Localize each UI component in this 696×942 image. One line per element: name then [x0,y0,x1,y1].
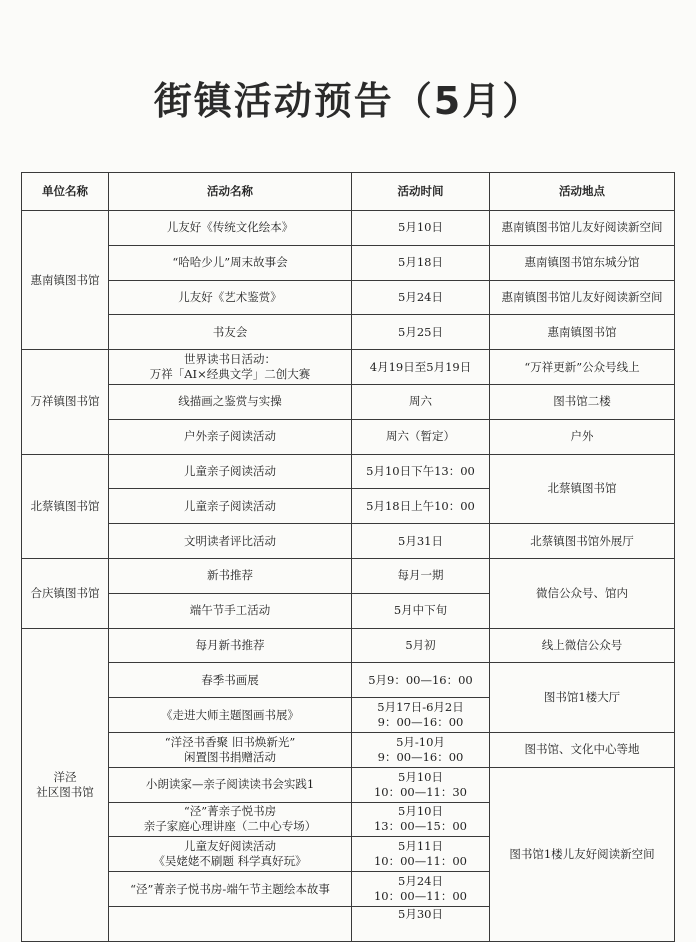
header-place: 活动地点 [490,173,675,211]
place-cell: 惠南镇图书馆东城分馆 [490,245,675,280]
place-cell: 图书馆二楼 [490,384,675,419]
place-cell: 惠南镇图书馆儿友好阅读新空间 [490,211,675,246]
time-cell: 5月24日 [352,280,490,315]
header-activity: 活动名称 [109,173,352,211]
activity-line: 世界读书日活动： [184,352,276,367]
time-line: 5月17日-6月2日 [377,700,464,715]
table-row [22,558,675,593]
table-row [22,350,675,385]
place-cell: 图书馆1楼儿友好阅读新空间 [490,767,675,941]
time-cell: 5月9：00—16：00 [352,663,490,698]
activity-line: 万祥「AI×经典文学」二创大赛 [149,367,311,382]
time-cell: 周六（暂定） [352,419,490,454]
time-cell [352,732,490,767]
activity-cell: 小朗读家—亲子阅读读书会实践1 [109,767,352,802]
activity-cell: 儿童亲子阅读活动 [109,454,352,489]
time-line: 5月10日 [398,769,443,784]
table-row [22,454,675,489]
place-cell: 图书馆、文化中心等地 [490,732,675,767]
time-cell [352,906,490,941]
time-cell: 4月19日至5月19日 [352,350,490,385]
place-cell: 图书馆1楼大厅 [490,663,675,733]
table-row [22,419,675,454]
activity-line: “泾”菁亲子悦书房 [183,804,277,819]
time-line: 5月30日 [398,906,443,921]
table-row [22,280,675,315]
table-row [22,732,675,767]
time-cell: 5月31日 [352,524,490,559]
time-cell [352,837,490,872]
unit-line: 社区图书馆 [36,784,94,799]
time-cell: 5月10日 [352,211,490,246]
activity-line: 闲置图书捐赠活动 [184,749,276,764]
unit-cell: 北蔡镇图书馆 [22,454,109,558]
time-line: 10：00—11：00 [373,854,468,869]
activity-cell: “哈哈少儿”周末故事会 [109,245,352,280]
time-line: 5月24日 [398,874,443,889]
activity-cell: 《走进大师主题图画书展》 [109,698,352,733]
time-cell: 5月18日上午10：00 [352,489,490,524]
page-title: 街镇活动预告（5月） [153,79,543,123]
place-cell: 户外 [490,419,675,454]
place-cell: 惠南镇图书馆儿友好阅读新空间 [490,280,675,315]
activity-line: 儿童友好阅读活动 [184,839,276,854]
table-row [22,767,675,802]
activity-cell: 春季书画展 [109,663,352,698]
table-row [22,524,675,559]
activity-line: 《吴姥姥不刷题 科学真好玩》 [153,854,307,869]
time-cell [352,767,490,802]
time-cell: 5月初 [352,628,490,663]
time-line: 10：00—11：00 [373,889,468,904]
activity-cell: 户外亲子阅读活动 [109,419,352,454]
activity-cell: 儿友好《传统文化绘本》 [109,211,352,246]
place-cell: 北蔡镇图书馆 [490,454,675,524]
time-line: 9：00—16：00 [377,715,464,730]
place-cell: 线上微信公众号 [490,628,675,663]
activity-cell [109,350,352,385]
activity-cell [109,802,352,837]
time-cell: 每月一期 [352,558,490,593]
table-row [22,663,675,698]
activity-table [21,172,675,942]
time-line: 10：00—11：30 [373,784,468,799]
time-cell: 周六 [352,384,490,419]
table-row [22,315,675,350]
table-row [22,211,675,246]
place-cell: 微信公众号、馆内 [490,558,675,628]
time-line: 5月-10月 [396,734,445,749]
activity-line: 亲子家庭心理讲座（二中心专场） [143,819,317,834]
time-cell: 5月18日 [352,245,490,280]
activity-cell: 书友会 [109,315,352,350]
activity-cell: 线描画之鉴赏与实操 [109,384,352,419]
place-cell: 北蔡镇图书馆外展厅 [490,524,675,559]
activity-cell: 新书推荐 [109,558,352,593]
time-cell: 5月25日 [352,315,490,350]
table-row [22,384,675,419]
time-line: 5月11日 [398,839,443,854]
unit-cell: 万祥镇图书馆 [22,350,109,454]
table-row [22,245,675,280]
time-cell: 5月10日下午13：00 [352,454,490,489]
place-cell: 惠南镇图书馆 [490,315,675,350]
unit-cell: 惠南镇图书馆 [22,211,109,350]
table-row [22,628,675,663]
time-cell [352,802,490,837]
header-time: 活动时间 [352,173,490,211]
activity-cell: 文明读者评比活动 [109,524,352,559]
activity-cell: 儿童亲子阅读活动 [109,489,352,524]
time-line: 9：00—16：00 [377,749,464,764]
activity-cell [109,837,352,872]
unit-cell: 合庆镇图书馆 [22,558,109,628]
unit-cell [22,628,109,941]
activity-cell: 端午节手工活动 [109,593,352,628]
activity-cell [109,906,352,941]
time-cell [352,698,490,733]
unit-line: 洋泾 [53,769,77,784]
activity-cell: “泾”菁亲子悦书房-端午节主题绘本故事 [109,872,352,907]
time-cell [352,872,490,907]
activity-cell: 儿友好《艺术鉴赏》 [109,280,352,315]
place-cell: “万祥更新”公众号线上 [490,350,675,385]
time-cell: 5月中下旬 [352,593,490,628]
time-line: 13：00—15：00 [373,819,468,834]
header-unit: 单位名称 [22,173,109,211]
activity-line: “洋泾书香聚 旧书焕新光” [164,734,296,749]
activity-cell [109,732,352,767]
activity-cell: 每月新书推荐 [109,628,352,663]
time-line: 5月10日 [398,804,443,819]
